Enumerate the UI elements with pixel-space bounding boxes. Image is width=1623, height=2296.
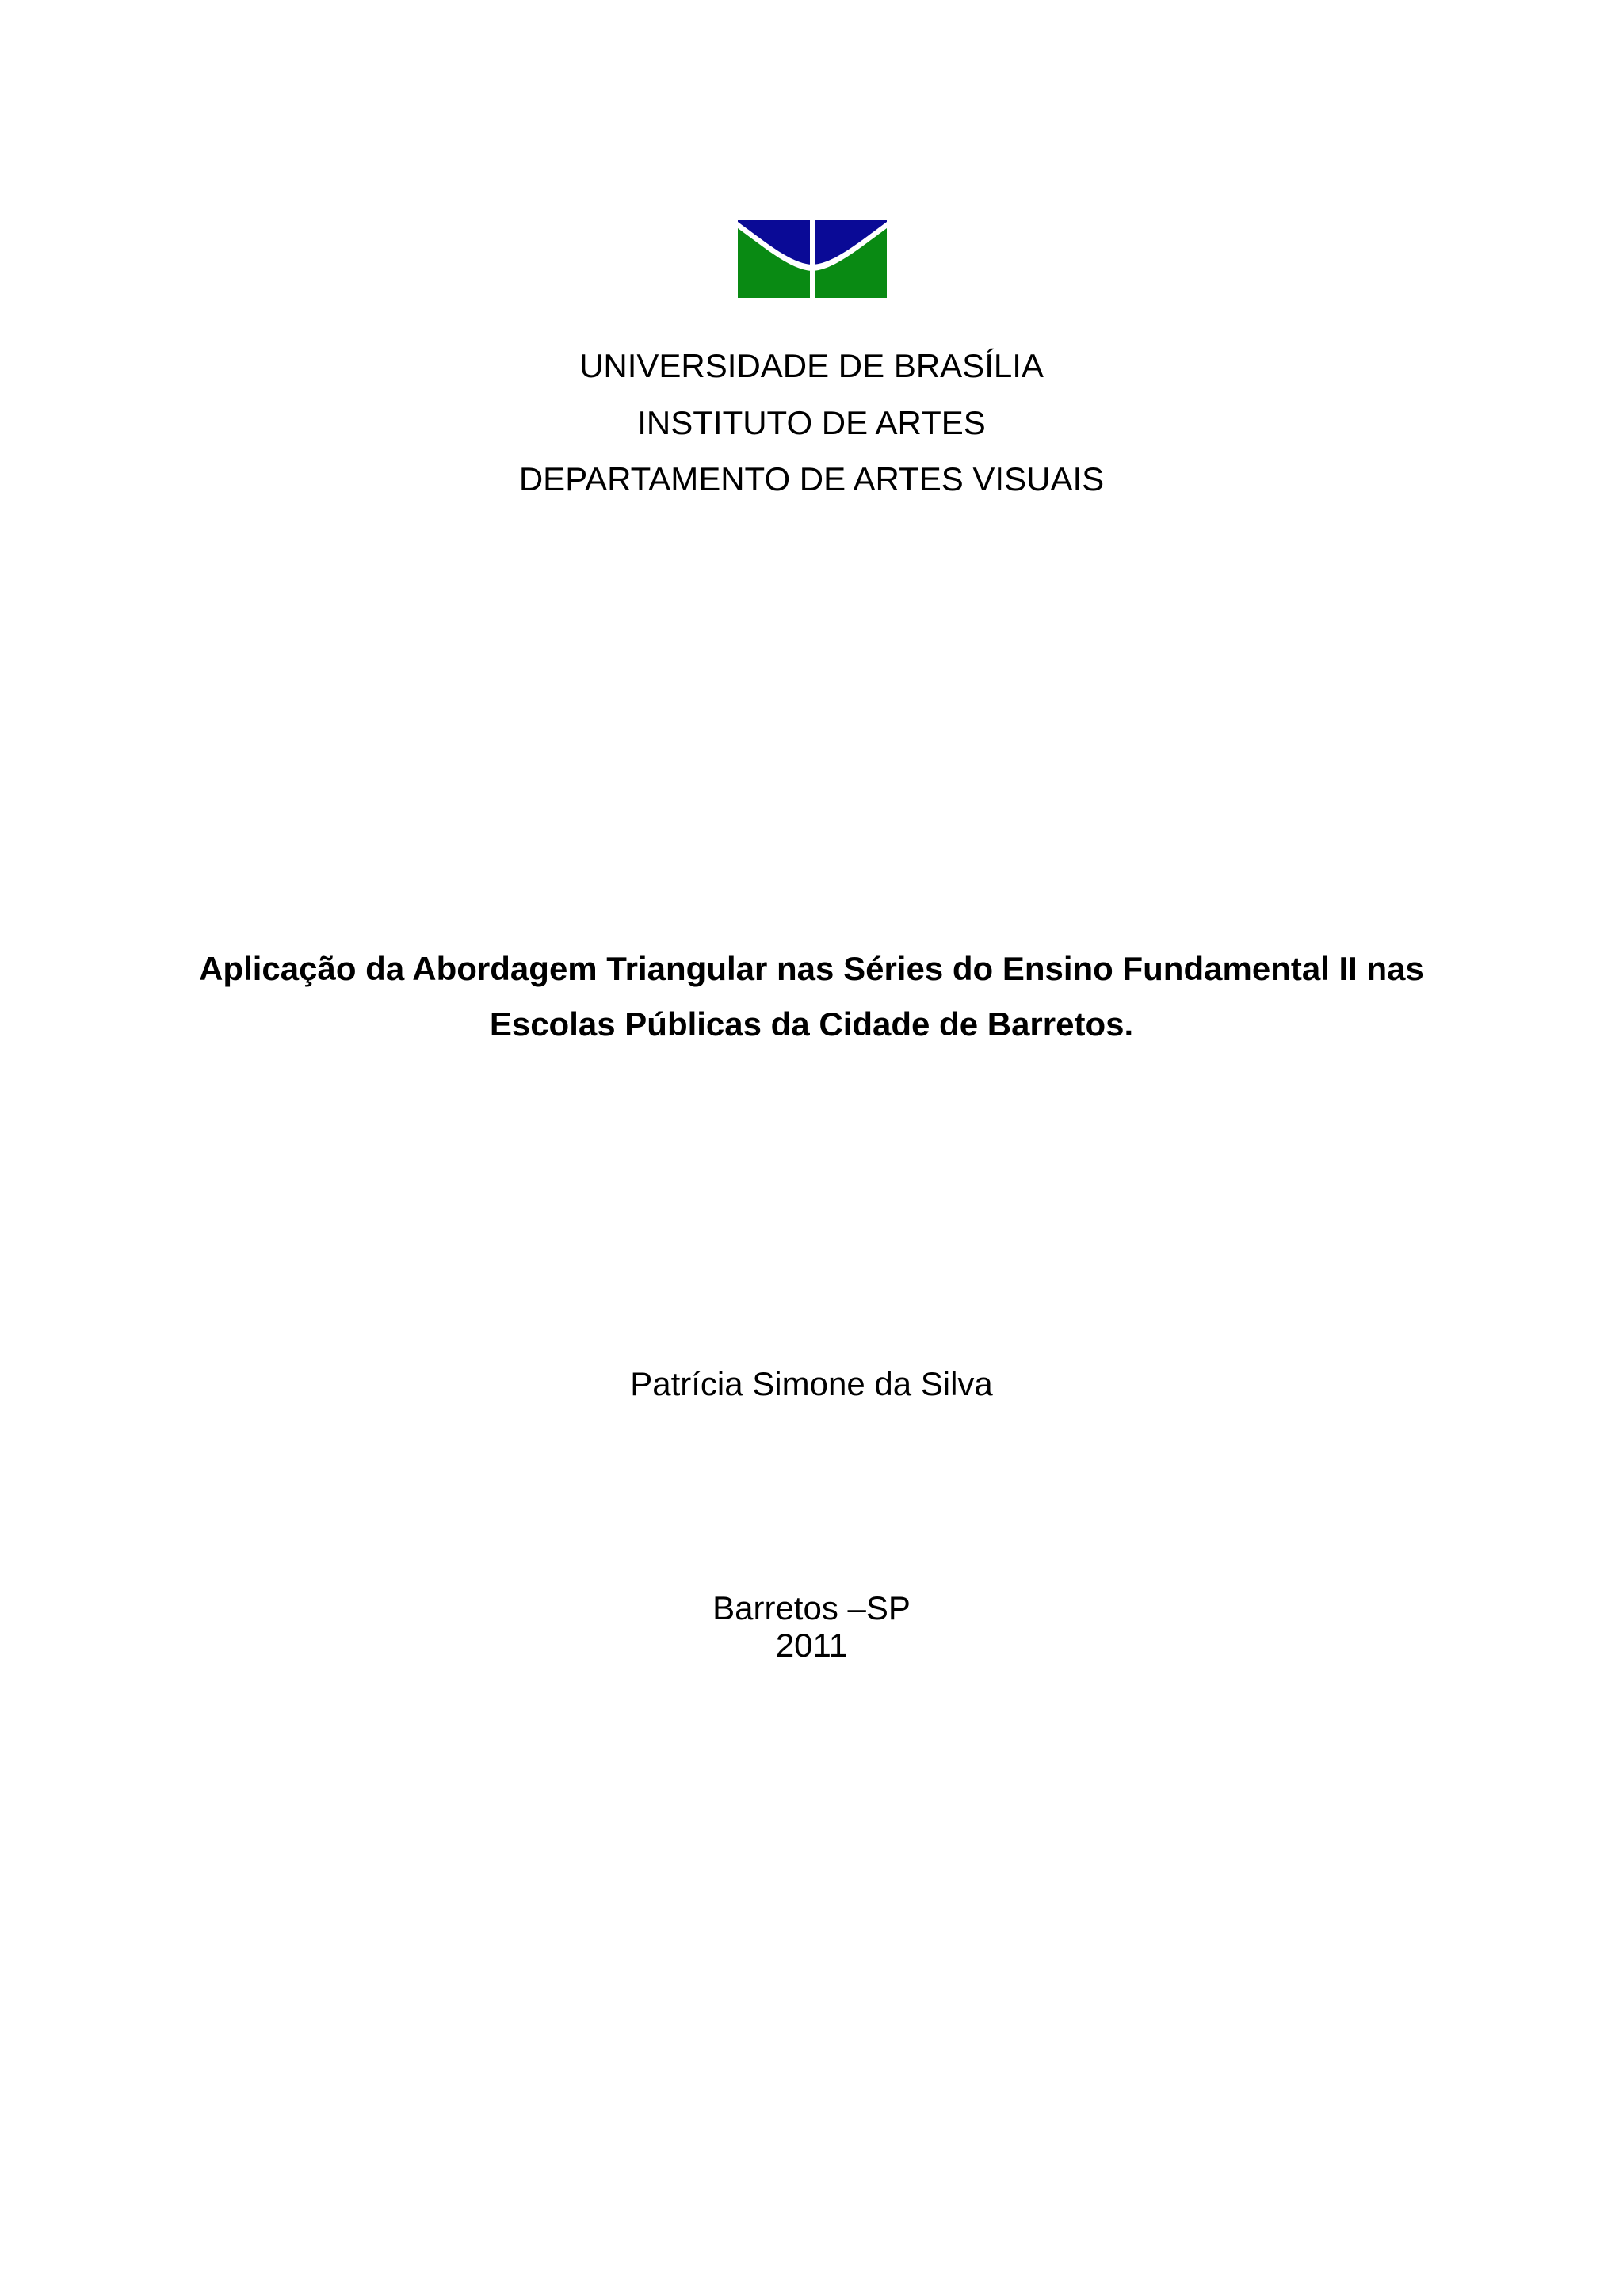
year: 2011 <box>775 1627 848 1664</box>
institute-name: INSTITUTO DE ARTES <box>637 404 986 441</box>
document-title-line-2: Escolas Públicas da Cidade de Barretos. <box>489 1005 1134 1043</box>
university-name: UNIVERSIDADE DE BRASÍLIA <box>579 347 1044 384</box>
author-name: Patrícia Simone da Silva <box>630 1365 993 1402</box>
document-title-line-1: Aplicação da Abordagem Triangular nas Séries do Ensino Fundamental II nas <box>199 950 1424 987</box>
place: Barretos –SP <box>712 1589 911 1627</box>
unb-logo <box>738 220 887 298</box>
department-name: DEPARTAMENTO DE ARTES VISUAIS <box>518 460 1105 498</box>
